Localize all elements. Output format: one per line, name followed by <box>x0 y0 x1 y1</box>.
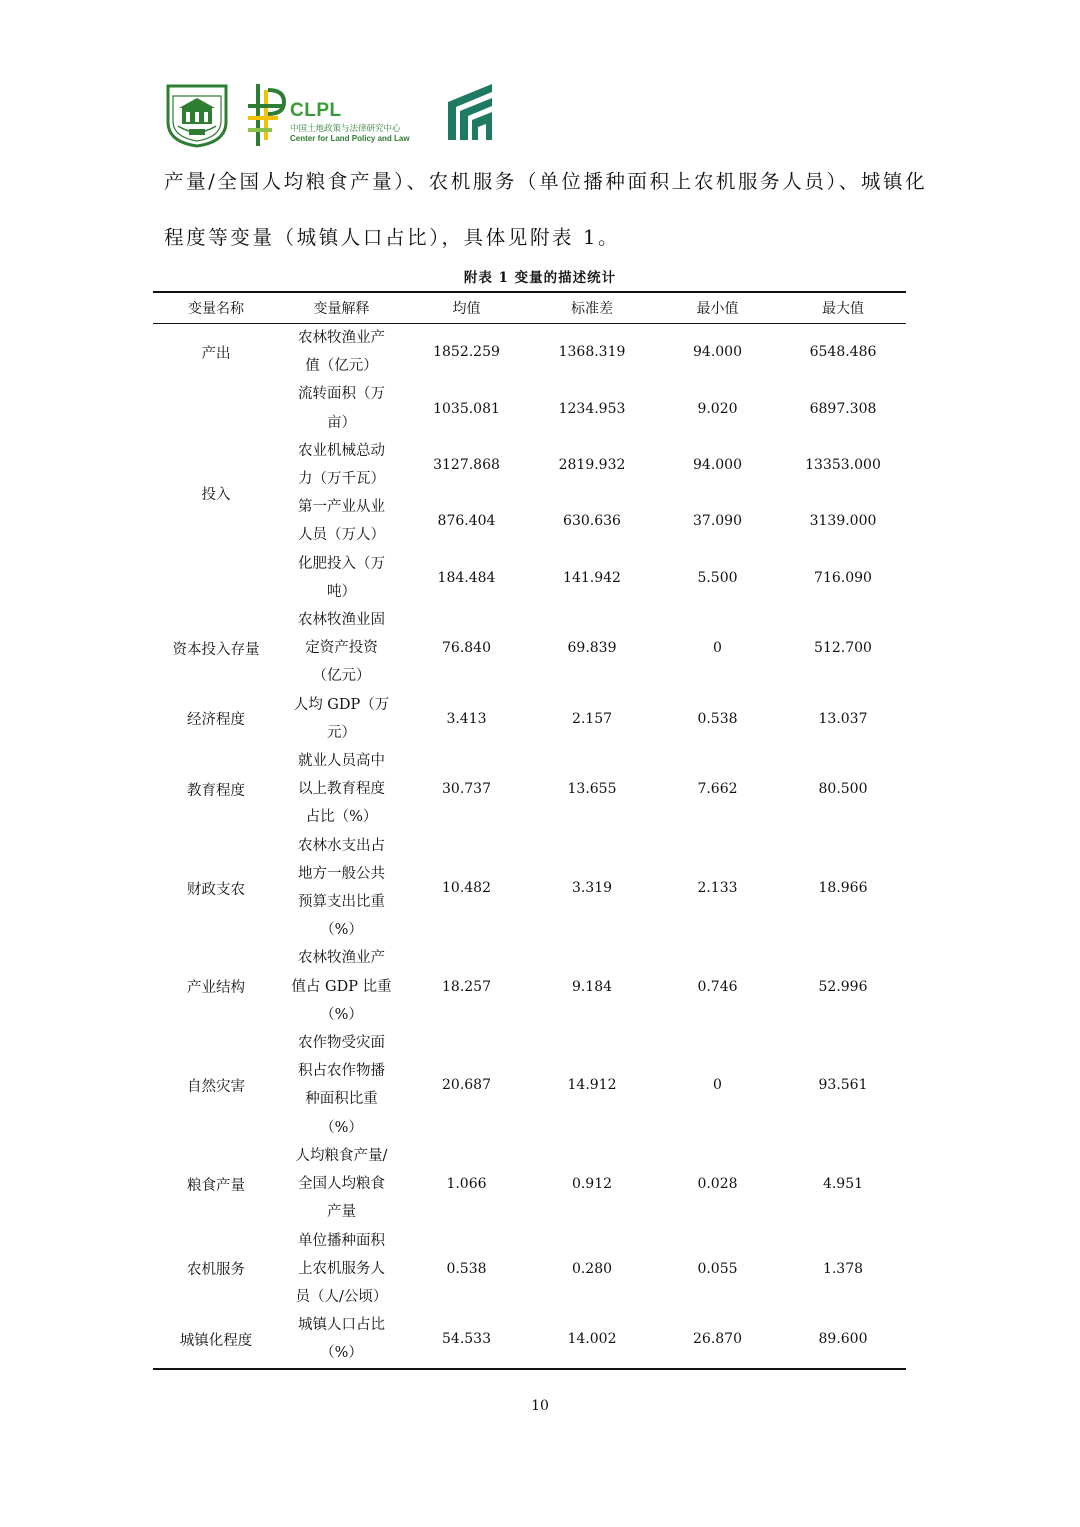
variable-description-cell <box>279 832 404 945</box>
table-row <box>153 832 906 945</box>
max-cell: 80.500 <box>818 781 868 798</box>
std-dev-cell: 9.184 <box>571 978 613 995</box>
body-paragraph-line-1: 产量/全国人均粮食产量）、农机服务（单位播种面积上农机服务人员）、城镇化 <box>164 170 928 193</box>
variable-name-cell: 自然灾害 <box>187 1078 245 1095</box>
description-line: 元） <box>327 724 356 741</box>
descriptive-statistics-table <box>153 291 906 1370</box>
variable-name-cell: 城镇化程度 <box>153 1311 279 1368</box>
building-mark-icon <box>446 82 494 142</box>
description-line: （%） <box>320 922 363 939</box>
description-line: 流转面积（万 <box>298 386 385 403</box>
description-line: 亩） <box>327 414 356 431</box>
description-line: 力（万千瓦） <box>298 471 385 488</box>
description-line: 种面积比重 <box>305 1091 378 1108</box>
std-dev-cell: 14.912 <box>567 1077 617 1094</box>
max-cell: 716.090 <box>814 569 872 586</box>
description-line: 积占农作物播 <box>298 1063 385 1080</box>
variable-description-cell <box>279 747 404 832</box>
description-line: 预算支出比重 <box>298 894 385 911</box>
description-line: 值（亿元） <box>305 358 378 375</box>
description-line: 定资产投资 <box>305 640 378 657</box>
building-logo <box>446 82 494 142</box>
variable-name-cell: 教育程度 <box>187 782 245 799</box>
table-row <box>153 606 906 691</box>
description-line: 产量 <box>327 1204 356 1221</box>
std-dev-cell: 13.655 <box>567 781 617 798</box>
variable-description-cell <box>279 1227 404 1312</box>
min-cell: 94.000 <box>693 344 742 361</box>
mean-cell: 876.404 <box>437 513 496 530</box>
table-caption: 附表 1 变量的描述统计 <box>463 270 617 286</box>
description-line: 上农机服务人 <box>298 1260 385 1277</box>
description-line: 占比（%） <box>305 809 378 826</box>
clpl-mark-icon <box>246 82 286 148</box>
description-line: 单位播种面积 <box>298 1232 385 1249</box>
description-line: 吨） <box>327 583 356 600</box>
description-line: 农作物受灾面 <box>298 1035 385 1052</box>
description-line: 农林牧渔业固 <box>298 612 385 629</box>
variable-description-cell <box>279 944 404 1029</box>
max-cell: 4.951 <box>822 1176 864 1193</box>
header-max: 最大值 <box>780 292 906 324</box>
max-cell: 52.996 <box>818 978 868 995</box>
mean-cell: 20.687 <box>442 1077 491 1094</box>
mean-cell: 184.484 <box>437 569 496 586</box>
header-min: 最小值 <box>655 292 780 324</box>
variable-name-cell: 产出 <box>201 345 231 362</box>
min-cell: 0.538 <box>697 710 738 727</box>
header-variable-name: 变量名称 <box>153 292 279 324</box>
variable-description-cell <box>279 380 404 436</box>
table-body <box>153 324 906 1369</box>
min-cell: 0.055 <box>697 1260 738 1277</box>
mean-cell: 1035.081 <box>433 400 500 417</box>
mean-cell: 54.533 <box>404 1311 529 1368</box>
min-cell: 0.028 <box>697 1176 738 1193</box>
description-line: 全国人均粮食 <box>298 1176 385 1193</box>
description-line: 农林水支出占 <box>298 837 385 854</box>
std-dev-cell: 2.157 <box>571 710 613 727</box>
variable-name-cell: 资本投入存量 <box>172 641 260 658</box>
description-line: （%） <box>320 1119 363 1136</box>
mean-cell: 30.737 <box>442 781 491 798</box>
table-row <box>153 691 906 747</box>
cau-seal-icon <box>164 82 230 148</box>
page-number: 10 <box>531 1398 549 1414</box>
table-row <box>153 1029 906 1142</box>
max-cell: 3139.000 <box>809 513 877 530</box>
description-line: 就业人员高中 <box>298 753 385 770</box>
mean-cell: 1852.259 <box>433 344 500 361</box>
mean-cell: 0.538 <box>446 1260 487 1277</box>
max-cell: 13353.000 <box>805 457 881 474</box>
header-variable-description: 变量解释 <box>279 292 404 324</box>
table-row <box>153 944 906 1029</box>
table-row <box>153 747 906 832</box>
std-dev-cell: 3.319 <box>571 880 613 897</box>
variable-name-cell: 投入 <box>201 486 231 503</box>
variable-description-cell <box>279 493 404 549</box>
description-line: 人均粮食产量/ <box>295 1147 388 1164</box>
table-header-row <box>153 292 906 324</box>
variable-name-cell: 农机服务 <box>187 1262 245 1279</box>
variable-description-cell <box>279 324 404 381</box>
std-dev-cell: 0.912 <box>571 1176 613 1193</box>
variable-name-cell: 财政支农 <box>187 881 245 898</box>
mean-cell: 3.413 <box>446 710 487 727</box>
mean-cell: 3127.868 <box>433 457 500 474</box>
std-dev-cell: 14.002 <box>529 1311 655 1368</box>
min-cell: 0.746 <box>697 978 738 995</box>
header-mean: 均值 <box>404 292 529 324</box>
min-cell: 94.000 <box>693 457 742 474</box>
max-cell: 6897.308 <box>809 400 877 417</box>
description-line: 第一产业从业 <box>298 499 385 516</box>
std-dev-cell: 69.839 <box>567 640 617 657</box>
min-cell: 5.500 <box>697 569 738 586</box>
variable-name-cell: 经济程度 <box>187 712 245 729</box>
max-cell: 18.966 <box>818 880 868 897</box>
clpl-logo <box>246 82 416 148</box>
std-dev-cell: 1234.953 <box>558 400 626 417</box>
description-line: 农林牧渔业产 <box>298 950 385 967</box>
variable-description-cell <box>279 1029 404 1142</box>
body-paragraph-line-2: 程度等变量（城镇人口占比），具体见附表 1。 <box>164 226 621 249</box>
std-dev-cell: 630.636 <box>563 513 621 530</box>
variable-description-cell <box>279 1311 404 1368</box>
cau-logo <box>164 82 230 148</box>
variable-description-cell <box>279 606 404 691</box>
mean-cell: 76.840 <box>442 640 491 657</box>
min-cell: 26.870 <box>655 1311 780 1368</box>
description-line: （%） <box>320 1006 363 1023</box>
max-cell: 13.037 <box>818 710 868 727</box>
table-row <box>153 380 906 436</box>
header-std-dev: 标准差 <box>529 292 655 324</box>
description-line: 城镇人口占比 <box>298 1317 385 1334</box>
min-cell: 0 <box>713 640 722 657</box>
table-row <box>153 1227 906 1312</box>
table-row <box>153 1142 906 1227</box>
table-row <box>153 1311 906 1368</box>
description-line: 农林牧渔业产 <box>298 330 385 346</box>
min-cell: 0 <box>713 1077 722 1094</box>
variable-description-cell <box>279 1142 404 1227</box>
std-dev-cell: 0.280 <box>571 1260 613 1277</box>
max-cell: 512.700 <box>814 640 872 657</box>
description-line: 地方一般公共 <box>298 865 385 882</box>
clpl-title: CLPL <box>290 100 342 121</box>
max-cell: 1.378 <box>822 1260 864 1277</box>
table-row <box>153 324 906 381</box>
std-dev-cell: 141.942 <box>563 569 621 586</box>
max-cell: 6548.486 <box>809 344 877 361</box>
clpl-english-name: Center for Land Policy and Law <box>290 134 410 143</box>
description-line: （亿元） <box>312 668 371 685</box>
mean-cell: 10.482 <box>442 880 491 897</box>
description-line: 人员（万人） <box>298 527 385 544</box>
variable-name-cell: 粮食产量 <box>187 1177 245 1194</box>
mean-cell: 18.257 <box>442 978 491 995</box>
clpl-chinese-name: 中国土地政策与法律研究中心 <box>290 124 401 134</box>
description-line: 值占 GDP 比重 <box>291 978 392 995</box>
std-dev-cell: 2819.932 <box>558 457 626 474</box>
variable-name-cell: 产业结构 <box>187 980 245 997</box>
variable-description-cell <box>279 437 404 493</box>
mean-cell: 1.066 <box>446 1176 487 1193</box>
description-line: 化肥投入（万 <box>298 555 385 572</box>
variable-description-cell <box>279 691 404 747</box>
min-cell: 7.662 <box>697 781 738 798</box>
min-cell: 2.133 <box>697 880 738 897</box>
std-dev-cell: 1368.319 <box>558 344 626 361</box>
description-line: 人均 GDP（万 <box>293 696 390 713</box>
max-cell: 89.600 <box>780 1311 906 1368</box>
description-line: （%） <box>320 1345 363 1362</box>
min-cell: 9.020 <box>697 400 738 417</box>
max-cell: 93.561 <box>818 1077 868 1094</box>
description-line: 员（人/公顷） <box>295 1288 388 1305</box>
description-line: 农业机械总动 <box>298 442 385 459</box>
variable-description-cell <box>279 550 404 606</box>
description-line: 以上教育程度 <box>298 781 385 798</box>
min-cell: 37.090 <box>693 513 742 530</box>
